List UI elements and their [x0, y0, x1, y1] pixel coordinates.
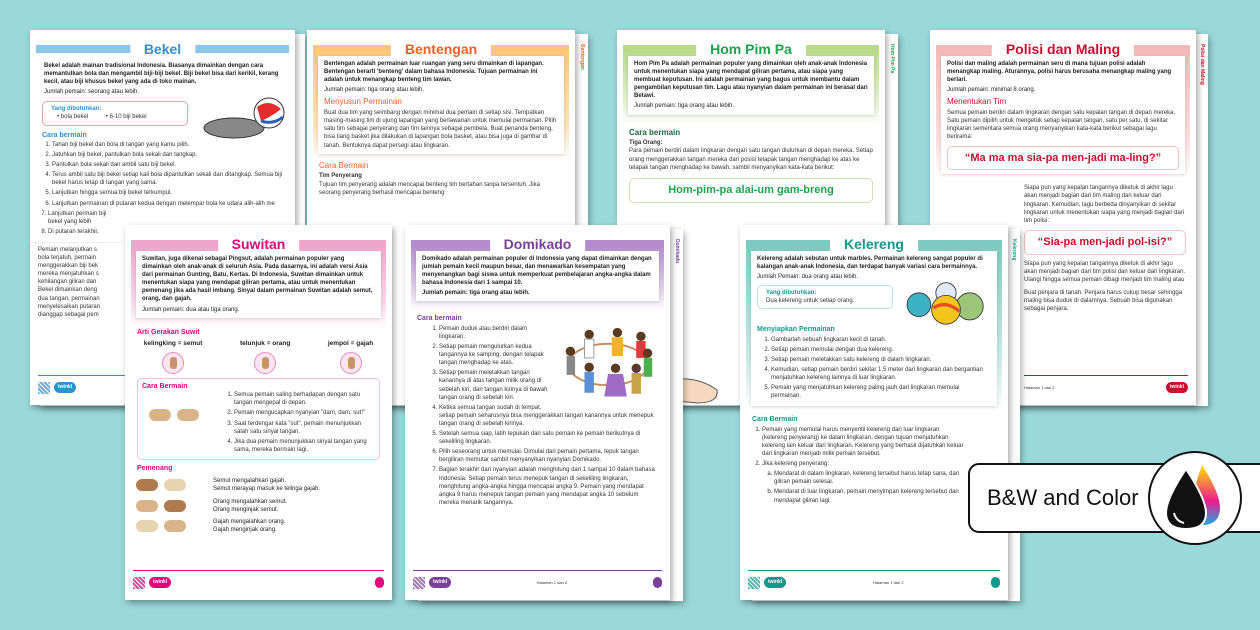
winner-row	[125, 498, 392, 514]
step-item-list	[30, 141, 295, 208]
player-count: Jumlah pemain: tiga orang atau lebih.	[324, 87, 425, 94]
page-title: Suwitan	[218, 233, 300, 255]
ink-drops-icon	[1148, 451, 1242, 545]
outro-line: menyelesaikan putaran	[38, 303, 101, 310]
outro-line: dua tangan, permainan	[38, 295, 100, 302]
worksheet-kelereng	[740, 225, 1008, 600]
chant-text: “Ma ma ma sia-pa men-jadi ma-ling?”	[947, 146, 1179, 171]
intro-text: Bekel adalah mainan tradisional Indonesia. Biasanya dimainkan dengan cara memantulkan bola dan mengambil biji-biji bekel. Biji bekel bisa dari kerikil, kerang kecil, atau biji khusus bekel yang ada di toko mainan.	[44, 63, 279, 86]
qr-code-icon	[133, 577, 145, 589]
winner-text: Gajah mengalahkan orang.	[213, 518, 286, 525]
signal-label: telunjuk = orang	[239, 340, 291, 348]
team-text-2: Siapa pun yang kepalan tangannya diketuk di akhir lagu akan menjadi bagian dari tim maling dan keluar dari lingkaran. Kemudian, lagu berbeda dinyanyikan di sekitar lingkaran untuk menentukan siapa yang menjadi bagian dari tim polisi:	[1024, 185, 1185, 224]
winner-list	[125, 477, 392, 534]
step-item: 3. Setiap pemain meletakkan satu kelereng di dalam lingkaran.	[771, 356, 991, 364]
badge-logo	[375, 577, 384, 588]
needs-item: Dua kelereng untuk setiap orang.	[766, 298, 855, 305]
section-title: Cara bermain	[417, 315, 462, 323]
badge-label: B&W and Color	[987, 485, 1139, 510]
bekel-ball-illustration	[199, 96, 289, 141]
winner-reason: Semut merayap masuk ke telinga gajah.	[213, 486, 321, 493]
qr-code-icon	[413, 577, 425, 589]
chant-text: Hom-pim-pa alai-um gam-breng	[629, 178, 873, 203]
step-item: 7. Lanjutkan permain biji bekel yang lebih	[48, 210, 120, 226]
step-item: 8. Di putaran terakhir,	[48, 228, 120, 236]
hand-pair-icon	[129, 520, 193, 532]
twinkl-logo: twinkl	[429, 577, 451, 588]
step-item-list-continued	[30, 210, 122, 236]
team-text-3: Siapa pun yang kepalan tangannya diketuk di akhir lagu akan menjadi bagian dari tim polisi dan keluar dari lingkaran. Ulangi hingga semua pemain dibagi menjadi tim maling atau	[1024, 260, 1186, 283]
twinkl-logo: twinkl	[149, 577, 171, 588]
section-title: Cara Bermain	[142, 382, 188, 390]
intro-text: Bentengan adalah permainan luar ruangan yang seru dimainkan di lapangan. Bentengan berarti 'benteng' dalam bahasa Indonesia. Tujuan permainan ini adalah untuk menangkap benteng tim lawan.	[324, 61, 544, 84]
thumb-hand-icon	[340, 352, 362, 374]
signal-label: kelingking = semut	[143, 340, 203, 348]
needs-title: Yang dibutuhkan:	[766, 290, 817, 297]
step-item: 3. Setiap pemain meletakkan tangan kanannya di atas tangan milik orang di sebelah kiri, dan tangan kirinya di bawah tangan orang di sebelah kiri.	[439, 369, 658, 401]
intro-text: Kelereng adalah sebutan untuk marbles. Permainan kelereng sangat populer di kalangan anak-anak Indonesia, dan terdapat banyak variasi cara bermainnya.	[757, 256, 983, 271]
step-item: 2. Jatuhkan biji bekel, pantulkan bola sekali dan tangkap.	[52, 151, 283, 159]
step-item: 5. Pemain yang menjatuhkan kelereng paling jauh dari lingkaran memulai permainan.	[771, 384, 991, 400]
step-item: 1. Semua pemain saling berhadapan dengan satu tangan mengepal di depan.	[234, 391, 375, 407]
page-title: Polisi dan Maling	[992, 38, 1134, 60]
children-circle-illustration	[558, 325, 658, 405]
page-title: Bentengan	[391, 38, 491, 60]
step-item: 3. Pantulkan bola sekali dan ambil satu biji bekel.	[52, 161, 283, 169]
twinkl-logo: twinkl	[1166, 382, 1188, 393]
sub-step-item: b. Mendarat di luar lingkaran, pemain menyimpan kelereng tersebut dan mendapat giliran lagi.	[774, 488, 964, 504]
outro-line: dianggap sebagai pem	[38, 311, 99, 318]
intro-text: Hom Pim Pa adalah permainan populer yang dimainkan oleh anak-anak Indonesia untuk menentukan siapa yang mendapat giliran pertama, atau siapa yang membuat keputusan. Ini adalah permainan yang bagus untuk membantu dalam pengambilan keputusan tim. Lagu atau nyanyian dalam permainan ini berasal dari Betawi.	[634, 61, 868, 100]
fist-hands-icon	[142, 409, 206, 421]
section-title: Cara bermain	[629, 127, 681, 137]
intro-text: Domikado adalah permainan populer di Indonesia yang dapat dimainkan dengan jumlah pemain kecil maupun besar, dan menawarkan kesempatan yang menyenangkan bagi siswa untuk memperkuat pembelajaran angka-angka dalam bahasa Indonesia dari 1 sampai 10.	[422, 256, 652, 287]
step-item: 5. Lanjutkan hingga semua biji bekel terkumpul.	[52, 189, 283, 197]
step-item: 4. Ketika semua tangan sudah di tempat, setiap pemain seharusnya bisa menggerakkan tangan kanannya untuk menepuk tangan orang di sebelah kirinya.	[439, 404, 658, 428]
sub-step-item: a. Mendarat di dalam lingkaran, kelereng tersebut harus tetap sana, dan giliran pemain selesai.	[774, 470, 964, 486]
outro-line: Bekel dimainkan deng	[38, 287, 98, 294]
jail-text: Buat penjara di tanah. Penjara harus cukup besar sehingga maling bisa duduk di dalamnya. Sebuah bisa digunakan sebagai penjara.	[1024, 289, 1183, 313]
outro-line: mereka menjatuhkan s	[38, 271, 99, 278]
page-number: Halaman 1 dari 2	[536, 579, 568, 585]
qr-code-icon	[748, 577, 760, 589]
winner-row	[125, 518, 392, 534]
winner-text: Orang mengalahkan semut.	[213, 498, 288, 505]
intro-text: Suwitan, juga dikenal sebagai Pingsut, adalah permainan populer yang dimainkan oleh anak-anak di seluruh Asia. Pada dasarnya, ini adalah versi Asia dari permainan Gunting, Batu, Kertas. Di Indonesia, Suwitan dimainkan untuk menentukan siapa yang mendapat giliran pertama, atau untuk menentukan pemenang jika ada hasil imbang. Sinyal dalam permainan Suwitan adalah semut, orang, dan gajah.	[142, 256, 373, 303]
sub-step-item-list	[762, 470, 964, 504]
worksheet-suwitan	[125, 225, 392, 600]
outro-line: bola terjatuh, permain	[38, 255, 97, 262]
page-2-label: Hom Pim Pa	[889, 44, 895, 74]
player-count: Jumlah pemain: minimal 8 orang.	[947, 87, 1036, 94]
page-title: Bekel	[130, 38, 195, 60]
page-2-label: Domikado	[674, 239, 680, 264]
qr-code-icon	[38, 382, 50, 394]
section-title: Menentukan Tim	[947, 97, 1007, 107]
player-count: Jumlah pemain: tiga orang atau lebih.	[422, 290, 530, 297]
setup-text: Buat dua tim yang seimbang dengan minimal dua pemain di setiap sisi. Tempatkan masing-masing tim di ujung lapangan yang berlawanan untuk memulai permainan. Pilih satu tim sebagai penyerang dan tim lainnya sebagai pembela. Buat penanda benteng, bisa tiang basket jika dilakukan di lapangan bola basket, atau bisa juga di gambar di tanah. Bentuknya dapat persegi atau lingkaran.	[324, 110, 557, 149]
step-item: 5. Setelah semua siap, latih tepukan dari satu pemain ke pemain berikutnya di sekeliling lingkaran.	[439, 430, 658, 446]
step-item: 2. Pemain mengucapkan nyanyian "dam, dam, sut!"	[234, 409, 375, 417]
outro-line-list	[30, 242, 122, 319]
page-2-label: Polisi dan Maling	[1199, 44, 1205, 85]
step-item: 2. Setiap pemain mengulurkan kedua tangannya ke samping, dengan telapak tangan menghadap ke atas.	[439, 343, 658, 367]
player-count: Jumlah pemain: dua atau tiga orang.	[142, 306, 240, 313]
section-title: Menyiapkan Permainan	[757, 326, 835, 334]
page-2-label: Bentengan	[579, 44, 585, 70]
winner-row	[125, 477, 392, 493]
step-item: 6. Lanjutkan permainan di putaran kedua dengan melempar bola ke udara alih-alih me	[52, 200, 283, 208]
section-title: Cara Bermain	[752, 416, 798, 424]
section-title: Menyusun Permainan	[324, 97, 402, 107]
index-finger-hand-icon	[254, 352, 276, 374]
section-title: Arti Gerakan Suwit	[137, 328, 200, 336]
hand-pair-icon	[129, 500, 193, 512]
winner-text: Semut mengalahkan gajah.	[213, 478, 287, 485]
needs-item: • 6-10 biji bekel	[105, 114, 147, 121]
player-count: Jumlah pemain: tiga orang atau lebih.	[634, 103, 735, 110]
hand-pair-icon	[129, 479, 193, 491]
page-number: Halaman 1 dari 2	[1024, 384, 1055, 390]
step-item	[762, 460, 964, 504]
step-item: 4. Terus ambil satu biji bekel setiap kali bola dipantulkan sekali dan ditangkap. Semua biji bekel harus tetap di tangan yang sama.	[52, 171, 283, 187]
badge-logo	[653, 577, 662, 588]
winner-reason: Gajah menginjak orang.	[213, 526, 277, 533]
winner-reason: Orang menginjak semut.	[213, 506, 279, 513]
section-title: Pemenang	[137, 464, 173, 472]
page-2-label: Kelereng	[1011, 239, 1017, 261]
chant-text-2: “Sia-pa men-jadi pol-isi?”	[1024, 230, 1186, 255]
step-item: 4. Jika dua pemain menunjukkan sinyal tangan yang sama, mereka bermain lagi.	[234, 438, 375, 454]
page-title: Hom Pim Pa	[696, 38, 806, 60]
needs-item: • bola bekel	[57, 114, 89, 121]
page-title: Domikado	[490, 233, 586, 255]
page-title: Kelereng	[830, 233, 918, 255]
twinkl-logo: twinkl	[54, 382, 76, 393]
step-item-list	[212, 391, 375, 454]
how-text: Tujuan tim penyerang adalah mencapai benteng tim bertahan tanpa tersentuh. Jika seorang penyerang berhasil mencapai benteng	[319, 181, 540, 196]
intro-text: Polisi dan maling adalah permainan seru di mana tujuan polisi adalah menangkap maling. Aturannya, polisi harus berusaha menangkap maling yang berlari.	[947, 61, 1172, 84]
section-title: Cara bermain	[42, 131, 87, 139]
outro-line: Pemain melanjutkan s	[38, 246, 98, 253]
marbles-illustration	[901, 281, 991, 325]
how-text: Para pemain berdiri dalam lingkaran dengan satu tangan diulurkan di depan mereka. Setiap orang menggerakkan tangan mereka dari posisi telapak tangan menghadap ke atas ke telapak tangan menghadap ke bawah, sambil menyanyikan kata-kata berikut:	[629, 148, 873, 171]
player-count: Jumlah Pemain: dua orang atau lebih.	[757, 274, 859, 281]
step-item: 2. Setiap pemain memulai dengan dua kelereng.	[771, 346, 991, 354]
step-item: 7. Bagian terakhir dari nyanyian adalah menghitung dari 1 sampai 10 dalam bahasa Indonesia. Setiap pemain terus menepuk tangan di sekeliling lingkaran, menghitung angka-angka hingga mencapai angka 9. Pemain yang mendapat angka 9 harus menepuk tangan pemain yang mendapat angka 10 sebelum mereka menarik tangannya.	[439, 466, 658, 506]
outro-line: menggerakkan biji bek	[38, 263, 99, 270]
step-item: 4. Kemudian, setiap pemain berdiri sekitar 1,5 meter dari lingkaran dan bergantian menjatuhkan kelereng lainnya di luar lingkaran.	[771, 366, 991, 382]
step-item: 1. Tahan biji bekel dan bola di tangan yang kamu pilih.	[52, 141, 283, 149]
worksheet-domikado	[405, 225, 670, 600]
step-item: 3. Saat terdengar kata "sut", pemain menunjukkan salah satu sinyal tangan.	[234, 420, 375, 436]
outro-line: kehilangan giliran dan	[38, 279, 97, 286]
signal-label: jempol = gajah	[327, 340, 374, 348]
step-item-list	[757, 336, 991, 401]
pinky-hand-icon	[162, 352, 184, 374]
subsection-title: Tiga Orang:	[629, 140, 663, 147]
step-item: 6. Pilih seseorang untuk memulai. Dimulai dari pemain pertama, tepuk tangan bergiliran memutar sambil menyanyikan nyanyian Domikado.	[439, 448, 658, 464]
step-item: 1. Pemain duduk atau berdiri dalam lingkaran.	[439, 325, 658, 341]
subsection-title: Tim Penyerang	[319, 173, 362, 180]
player-count: Jumlah pemain: seorang atau lebih.	[44, 89, 140, 96]
twinkl-logo: twinkl	[764, 577, 786, 588]
team-text: Semua pemain berdiri dalam lingkaran dengan satu kepalan tangan di depan mereka. Satu pemain dipilih untuk mengetuk setiap kepalan tangan, satu per satu, di sekitar lingkaran sementara semua orang menyanyikan kata-kata berikut sebagai lagu berirama:	[947, 110, 1176, 141]
step-item: 1. Pemain yang memulai harus menyentil kelereng dari luar lingkaran (kelereng penyerang) ke dalam lingkaran, dengan tujuan menjatuhkan kelereng lain keluar dari lingkaran. Kelereng yang berhasil dijatuhkan keluar dari lingkaran menjadi milik pemain tersebut.	[762, 426, 964, 458]
polisi-lower-column	[1024, 184, 1186, 313]
section-title: Cara Bermain	[319, 160, 369, 170]
step-text: Jika kelereng penyerang:	[762, 461, 830, 468]
badge-logo	[991, 577, 1000, 588]
step-item: 1. Gambarlah sebuah lingkaran kecil di tanah.	[771, 336, 991, 344]
page-number: Halaman 1 dari 2	[873, 579, 904, 585]
needs-title: Yang dibutuhkan:	[51, 106, 102, 113]
